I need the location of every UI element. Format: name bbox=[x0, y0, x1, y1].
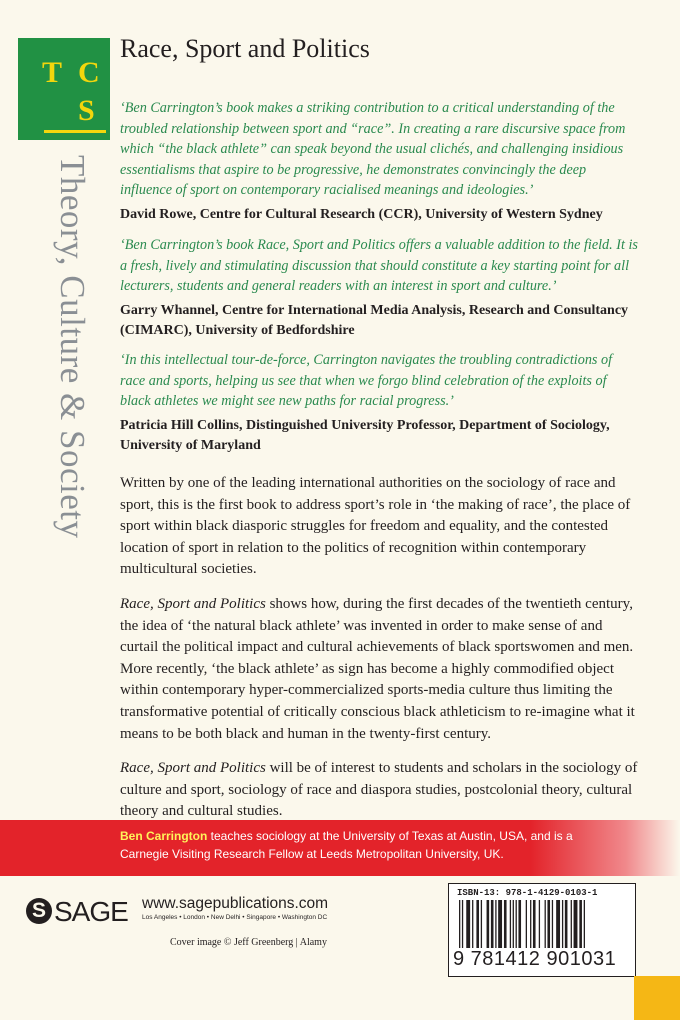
barcode-bar bbox=[516, 900, 517, 948]
publisher-website: www.sagepublications.com bbox=[142, 895, 329, 912]
endorsement-attribution: David Rowe, Centre for Cultural Research (CCR), University of Western Sydney bbox=[120, 206, 603, 222]
description-paragraph bbox=[120, 758, 640, 823]
barcode-bar bbox=[466, 900, 470, 948]
logo-letter-c: C bbox=[78, 56, 100, 89]
barcode-digits: 9 781412 901031 bbox=[453, 948, 617, 970]
barcode-bar bbox=[552, 900, 553, 948]
logo-underline bbox=[44, 130, 106, 133]
barcode-bars-icon bbox=[455, 900, 629, 950]
barcode-bar bbox=[526, 900, 527, 948]
barcode-bar bbox=[504, 900, 507, 948]
barcode-bar bbox=[565, 900, 568, 948]
author-name: Ben Carrington bbox=[120, 829, 208, 843]
barcode-bar bbox=[481, 900, 482, 948]
series-spine-title bbox=[40, 155, 100, 595]
book-title: Race, Sport and Politics bbox=[120, 34, 370, 63]
barcode-bar bbox=[562, 900, 563, 948]
barcode-bar bbox=[533, 900, 536, 948]
barcode-bar bbox=[547, 900, 550, 948]
barcode bbox=[448, 883, 636, 977]
barcode-bar bbox=[472, 900, 473, 948]
barcode-bar bbox=[556, 900, 560, 948]
publisher-cities: Los Angeles • London • New Delhi • Singapore • Washington DC bbox=[142, 914, 328, 921]
description-paragraph bbox=[120, 594, 640, 745]
barcode-bar bbox=[513, 900, 514, 948]
corner-accent bbox=[634, 976, 680, 1020]
endorsement-quote: ‘Ben Carrington’s book makes a striking contribution to a critical understanding of the troubled relationship between sport and “race”. In creating a rare discursive space from which “the black athlete” can speak beyond the usual clichés, and challenging insidious essentialisms that aspire to be progressive, he demonstrates convincingly the deep influence of sport on contemporary racialised meanings and ideologies.’ bbox=[120, 100, 626, 199]
endorsement-1 bbox=[120, 98, 640, 225]
sage-s-icon bbox=[26, 898, 52, 924]
paragraph-text: shows how, during the first decades of the twentieth century, the idea of ‘the natural black athlete’ was invented in order to make sense of and curtail the political impact and cultural achievements of black sportswomen and men. More recently, ‘the black athlete’ as sign has become a highly commodified object within contemporary hyper-commercialized sports-media culture thus limiting the transformative potential of critically conscious black athleticism to re-imagine what it means to be both black and human in the twenty-first century. bbox=[120, 595, 635, 742]
barcode-bar bbox=[498, 900, 502, 948]
paragraph-text: will be of interest to students and scholars in the sociology of culture and sport, sociology of race and diaspora studies, postcolonial theory, cultural theory and cultural studies. bbox=[120, 760, 638, 820]
endorsement-3 bbox=[120, 350, 640, 456]
logo-letter-t: T bbox=[42, 56, 63, 89]
barcode-bar bbox=[539, 900, 540, 948]
barcode-bar bbox=[574, 900, 578, 948]
barcode-bar bbox=[584, 900, 585, 948]
barcode-bar bbox=[491, 900, 494, 948]
barcode-bar bbox=[487, 900, 490, 948]
barcode-bar bbox=[462, 900, 463, 948]
description-paragraph: Written by one of the leading international authorities on the sociology of race and sport, this is the first book to address sport’s role in ‘the making of race’, the place of sport within black diasporic struggles for freedom and equality, and the contested location of sport in relation to the politics of recognition within contemporary multicultural societies. bbox=[120, 475, 631, 578]
barcode-bar bbox=[545, 900, 546, 948]
sage-wordmark: SAGE bbox=[54, 896, 128, 927]
barcode-bar bbox=[518, 900, 521, 948]
barcode-bar bbox=[459, 900, 460, 948]
barcode-bar bbox=[495, 900, 496, 948]
endorsement-attribution: Garry Whannel, Centre for International Media Analysis, Research and Consultancy (CIMARC), University of Bedfordshire bbox=[120, 302, 629, 338]
book-title-inline: Race, Sport and Politics bbox=[120, 595, 266, 612]
endorsement-quote: ‘Ben Carrington’s book Race, Sport and Politics offers a valuable addition to the field. It is a fresh, lively and stimulating discussion that should constitute a key starting point for all lecturers, students and general readers with an interest in sport and culture.’ bbox=[120, 237, 638, 295]
author-bio bbox=[120, 827, 620, 863]
barcode-bar bbox=[571, 900, 572, 948]
endorsement-2 bbox=[120, 235, 640, 341]
barcode-bar bbox=[579, 900, 582, 948]
logo-letter-s: S bbox=[78, 94, 95, 127]
description bbox=[120, 473, 640, 836]
series-name: Theory, Culture & Society bbox=[53, 155, 92, 539]
author-bio-text: teaches sociology at the University of Texas at Austin, USA, and is a Carnegie Visiting Research Fellow at Leeds Metropolitan University, UK. bbox=[120, 829, 573, 861]
barcode-bar bbox=[530, 900, 531, 948]
isbn-label: ISBN-13: 978-1-4129-0103-1 bbox=[457, 888, 598, 898]
barcode-bar bbox=[510, 900, 511, 948]
tcs-logo bbox=[18, 38, 110, 140]
book-title-inline: Race, Sport and Politics bbox=[120, 760, 266, 777]
endorsement-attribution: Patricia Hill Collins, Distinguished University Professor, Department of Sociology, University of Maryland bbox=[120, 417, 610, 453]
barcode-bar bbox=[476, 900, 479, 948]
endorsement-quote: ‘In this intellectual tour-de-force, Carrington navigates the troubling contradictions of race and sports, helping us see that when we forgo blind celebration of the exploits of black athletes we might see new paths for racial progress.’ bbox=[120, 352, 613, 410]
cover-credit: Cover image © Jeff Greenberg | Alamy bbox=[170, 937, 327, 948]
sage-logo bbox=[26, 896, 136, 930]
